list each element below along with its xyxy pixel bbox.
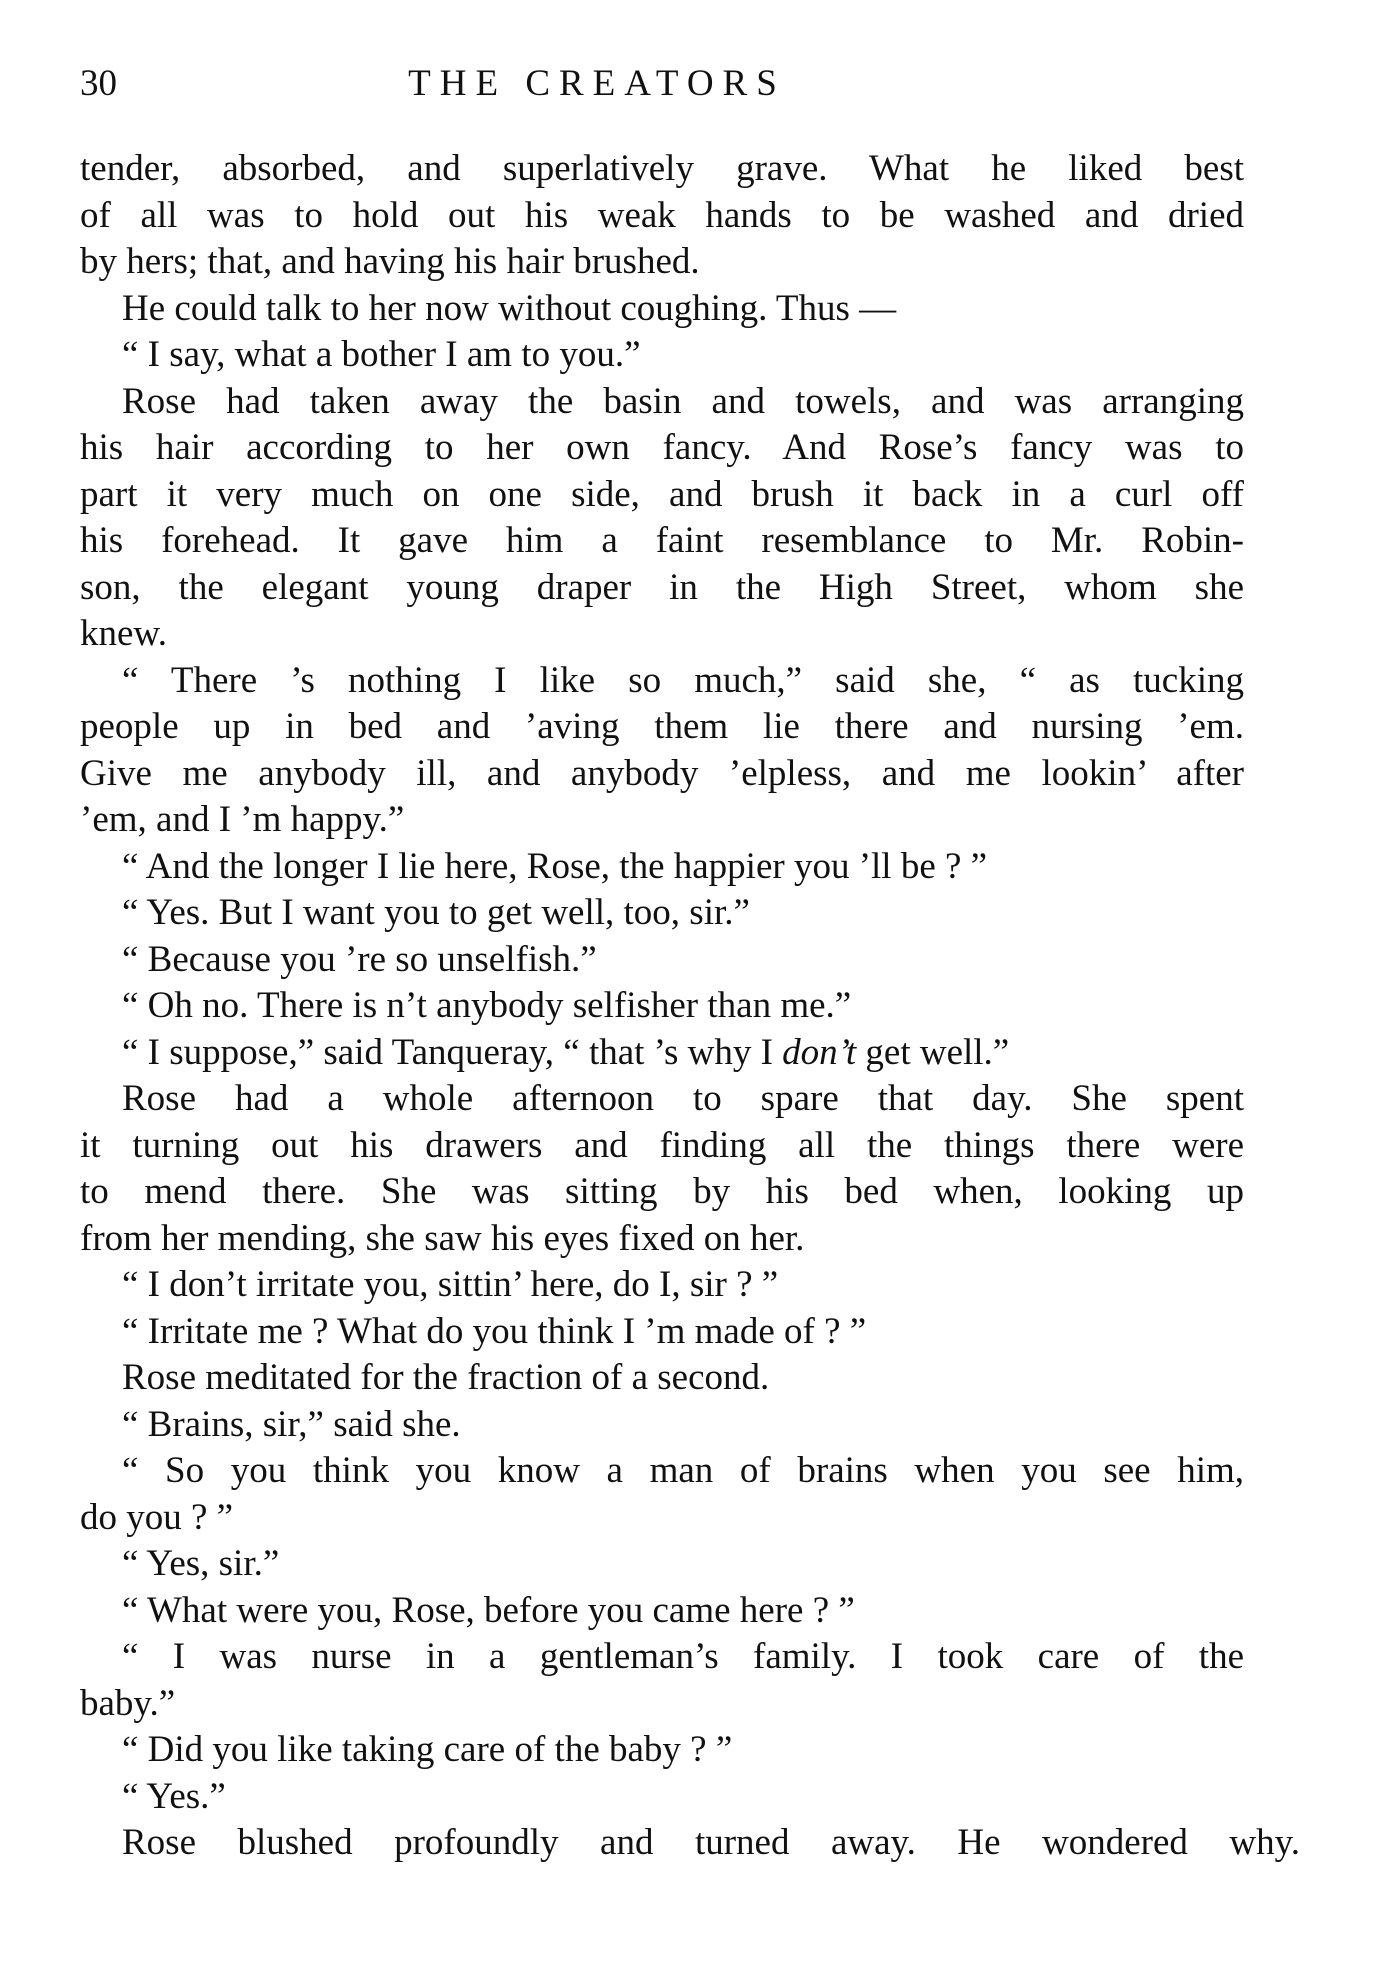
text-line xyxy=(80,1355,1244,1402)
text-segment: He could talk to her now without coughing. Thus — xyxy=(122,287,897,329)
text-segment: tender, absorbed, and superlatively grave. What he liked best xyxy=(80,148,1244,189)
text-line xyxy=(80,844,1244,891)
italic-text: don’t xyxy=(782,1031,857,1073)
text-segment: of all was to hold out his weak hands to be washed and dried xyxy=(80,194,1244,236)
text-segment: “ What were you, Rose, before you came here ? ” xyxy=(122,1589,855,1631)
text-line xyxy=(80,286,1244,333)
text-segment: “ Yes.” xyxy=(122,1775,226,1817)
text-line xyxy=(80,658,1244,705)
text-segment: it turning out his drawers and finding all the things there were xyxy=(80,1124,1244,1166)
text-segment: his forehead. It gave him a faint resemblance to Mr. Robin- xyxy=(80,520,1244,561)
text-line xyxy=(80,146,1244,193)
text-segment: “ Yes. But I want you to get well, too, sir.” xyxy=(122,892,750,933)
text-segment: Give me anybody ill, and anybody ’elpless, and me lookin’ after xyxy=(80,752,1244,794)
text-segment: ’em, and I ’m happy.” xyxy=(80,799,405,840)
text-segment: “ Did you like taking care of the baby ? ” xyxy=(122,1729,733,1770)
text-line xyxy=(80,797,1244,844)
text-segment: “ So you think you know a man of brains when you see him, xyxy=(122,1450,1244,1491)
text-segment: by hers; that, and having his hair brushed. xyxy=(80,241,700,282)
text-line xyxy=(80,890,1244,937)
text-line xyxy=(80,425,1244,472)
text-segment: his hair according to her own fancy. And Rose’s fancy was to xyxy=(80,427,1244,468)
page-number: 30 xyxy=(80,63,117,104)
text-line xyxy=(80,193,1244,240)
text-line xyxy=(80,239,1244,286)
page-body-text xyxy=(80,146,1300,1867)
text-line xyxy=(80,983,1244,1030)
text-line xyxy=(80,1541,1244,1588)
page-header xyxy=(80,62,1244,110)
text-segment: “ Irritate me ? What do you think I ’m made of ? ” xyxy=(122,1310,867,1352)
text-segment: Rose had a whole afternoon to spare that day. She spent xyxy=(122,1078,1244,1119)
text-segment: “ I suppose,” said Tanqueray, “ that ’s why I xyxy=(122,1031,783,1073)
text-segment: Rose blushed profoundly and turned away. He wondered why. xyxy=(122,1822,1300,1863)
text-line xyxy=(80,1774,1244,1821)
text-line xyxy=(80,518,1244,565)
text-segment: “ There ’s nothing I like so much,” said she, “ as tucking xyxy=(122,659,1244,701)
text-line xyxy=(80,1402,1244,1449)
text-line xyxy=(80,704,1244,751)
text-line xyxy=(80,1262,1244,1309)
text-segment: people up in bed and ’aving them lie there and nursing ’em. xyxy=(80,706,1244,747)
text-line xyxy=(80,1076,1244,1123)
text-line xyxy=(80,1727,1244,1774)
text-segment: “ And the longer I lie here, Rose, the happier you ’ll be ? ” xyxy=(122,845,988,887)
text-segment: “ I don’t irritate you, sittin’ here, do I, sir ? ” xyxy=(122,1264,779,1305)
text-segment: Rose meditated for the fraction of a second. xyxy=(122,1357,770,1398)
text-segment: “ Yes, sir.” xyxy=(122,1543,280,1584)
text-line xyxy=(80,1216,1244,1263)
running-head: THE CREATORS xyxy=(408,63,786,104)
text-segment: do you ? ” xyxy=(80,1496,234,1538)
text-line xyxy=(80,472,1244,519)
text-line xyxy=(80,332,1244,379)
text-line xyxy=(80,565,1244,612)
text-segment: to mend there. She was sitting by his bed when, looking up xyxy=(80,1171,1244,1212)
text-segment: get well.” xyxy=(856,1031,1010,1073)
text-line xyxy=(80,1309,1244,1356)
text-segment: “ Oh no. There is n’t anybody selfisher than me.” xyxy=(122,985,852,1026)
text-segment: son, the elegant young draper in the High Street, whom she xyxy=(80,566,1244,608)
text-segment: part it very much on one side, and brush it back in a curl off xyxy=(80,473,1244,515)
text-segment: “ Brains, sir,” said she. xyxy=(122,1403,461,1445)
text-segment: Rose had taken away the basin and towels, and was arranging xyxy=(122,380,1244,422)
text-line xyxy=(80,1169,1244,1216)
text-line xyxy=(80,1681,1244,1728)
text-segment: “ I was nurse in a gentleman’s family. I took care of the xyxy=(122,1636,1244,1677)
text-line xyxy=(80,751,1244,798)
text-line xyxy=(80,1448,1244,1495)
text-segment: “ Because you ’re so unselfish.” xyxy=(122,938,597,980)
text-line xyxy=(80,1495,1244,1542)
text-segment: “ I say, what a bother I am to you.” xyxy=(122,334,641,375)
text-line xyxy=(80,379,1244,426)
text-segment: baby.” xyxy=(80,1682,176,1724)
text-line xyxy=(80,1588,1244,1635)
text-segment: from her mending, she saw his eyes fixed on her. xyxy=(80,1217,805,1259)
text-line xyxy=(80,611,1244,658)
text-line xyxy=(80,937,1244,984)
text-line xyxy=(80,1820,1300,1867)
text-line xyxy=(80,1123,1244,1170)
text-line xyxy=(80,1634,1244,1681)
text-line xyxy=(80,1030,1244,1077)
text-segment: knew. xyxy=(80,613,167,654)
